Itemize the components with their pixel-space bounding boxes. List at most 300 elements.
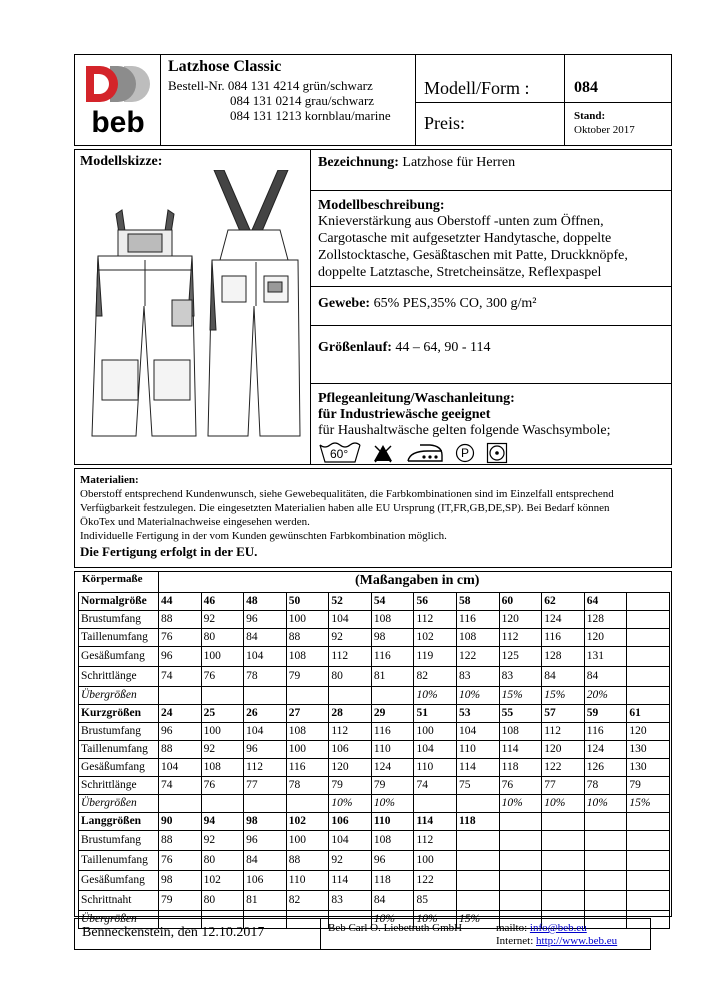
table-cell: 10% <box>584 795 627 813</box>
table-cell <box>159 795 202 813</box>
table-cell: 88 <box>159 831 202 851</box>
table-cell <box>542 831 585 851</box>
table-cell <box>542 813 585 831</box>
materials-line-5: Die Fertigung erfolgt in der EU. <box>80 544 258 559</box>
table-cell: 53 <box>457 705 500 723</box>
table-cell: 106 <box>329 813 372 831</box>
table-cell: 15% <box>542 687 585 705</box>
table-row-label: Langgrößen <box>79 813 159 831</box>
table-cell: 100 <box>414 851 457 871</box>
table-row <box>79 687 670 705</box>
table-cell: 130 <box>627 759 670 777</box>
table-cell: 104 <box>329 611 372 629</box>
gewebe <box>318 296 536 312</box>
table-cell: 61 <box>627 705 670 723</box>
table-cell <box>627 831 670 851</box>
table-cell <box>627 611 670 629</box>
table-cell: 92 <box>201 741 244 759</box>
table-cell <box>329 687 372 705</box>
table-cell: 108 <box>201 759 244 777</box>
bezeichnung-label: Bezeichnung: <box>318 155 399 170</box>
table-cell: 112 <box>499 629 542 647</box>
table-cell: 104 <box>244 723 287 741</box>
table-cell: 58 <box>457 593 500 611</box>
footer-mail-label: mailto: <box>496 922 528 934</box>
table-row-label: Übergrößen <box>79 795 159 813</box>
table-cell <box>201 687 244 705</box>
table-cell: 24 <box>159 705 202 723</box>
table-cell <box>159 687 202 705</box>
header-divider-logo <box>160 54 161 146</box>
table-cell <box>499 851 542 871</box>
table-cell <box>542 871 585 891</box>
overall-sketch <box>88 170 304 460</box>
table-cell: 88 <box>286 851 329 871</box>
stand-value: Oktober 2017 <box>574 124 635 136</box>
table-row-label: Taillenumfang <box>79 629 159 647</box>
table-cell: 60 <box>499 593 542 611</box>
table-cell: 82 <box>286 891 329 911</box>
table-cell: 52 <box>329 593 372 611</box>
size-table-title-divider <box>158 571 159 593</box>
table-cell <box>584 813 627 831</box>
pflege-line-2: für Haushaltwäsche gelten folgende Waschsymbole; <box>318 423 611 438</box>
table-cell: 10% <box>499 795 542 813</box>
table-cell: 118 <box>499 759 542 777</box>
materials-line-4: Individuelle Fertigung in der vom Kunden gewünschten Farbkombination möglich. <box>80 530 447 542</box>
table-cell: 108 <box>371 611 414 629</box>
beschreibung-line-2: Cargotasche mit aufgesetzter Handytasche, doppelte <box>318 231 612 246</box>
table-cell <box>244 795 287 813</box>
table-cell <box>286 687 329 705</box>
table-cell <box>499 871 542 891</box>
table-cell: 122 <box>542 759 585 777</box>
table-cell: 55 <box>499 705 542 723</box>
table-cell: 96 <box>244 831 287 851</box>
beschreibung-line-1: Knieverstärkung aus Oberstoff -unten zum Öffnen, <box>318 214 604 229</box>
table-cell: 51 <box>414 705 457 723</box>
table-cell: 88 <box>286 629 329 647</box>
table-cell: 80 <box>201 891 244 911</box>
table-cell: 79 <box>371 777 414 795</box>
table-cell: 116 <box>542 629 585 647</box>
table-cell <box>201 795 244 813</box>
table-row-label: Brustumfang <box>79 723 159 741</box>
table-cell <box>414 795 457 813</box>
table-cell: 98 <box>371 629 414 647</box>
table-cell: 92 <box>201 611 244 629</box>
table-cell: 64 <box>584 593 627 611</box>
table-cell: 125 <box>499 647 542 667</box>
table-cell <box>542 851 585 871</box>
table-cell: 44 <box>159 593 202 611</box>
table-row-label: Übergrößen <box>79 687 159 705</box>
table-cell: 96 <box>159 723 202 741</box>
iron-icon <box>402 443 444 468</box>
table-cell: 48 <box>244 593 287 611</box>
table-cell: 83 <box>329 891 372 911</box>
table-cell: 114 <box>329 871 372 891</box>
sketch-label: Modellskizze: <box>80 154 163 169</box>
table-cell: 114 <box>457 759 500 777</box>
table-row <box>79 777 670 795</box>
table-row <box>79 741 670 759</box>
table-cell <box>542 891 585 911</box>
table-cell: 56 <box>414 593 457 611</box>
size-table-title-label: Körpermaße <box>82 573 143 585</box>
bezeichnung <box>318 155 515 171</box>
table-cell: 126 <box>584 759 627 777</box>
footer-place-date: Benneckenstein, den 12.10.2017 <box>82 925 265 940</box>
table-cell: 102 <box>201 871 244 891</box>
table-cell: 94 <box>201 813 244 831</box>
table-row <box>79 667 670 687</box>
table-cell <box>627 593 670 611</box>
materials-label: Materialien: <box>80 474 139 486</box>
table-row-label: Gesäßumfang <box>79 647 159 667</box>
table-cell: 102 <box>286 813 329 831</box>
table-cell: 112 <box>542 723 585 741</box>
overall-sketch-image <box>88 170 304 460</box>
table-cell: 28 <box>329 705 372 723</box>
beschreibung-line-4: doppelte Latztasche, Stretcheinsätze, Reflexpaspel <box>318 265 602 280</box>
table-cell: 10% <box>414 911 457 929</box>
table-cell: 100 <box>414 723 457 741</box>
table-cell: 84 <box>244 851 287 871</box>
table-cell: 74 <box>414 777 457 795</box>
table-cell <box>457 795 500 813</box>
table-cell: 104 <box>159 759 202 777</box>
pflege-line-1: für Industriewäsche geeignet <box>318 407 491 422</box>
table-cell <box>627 629 670 647</box>
table-row <box>79 831 670 851</box>
table-cell: 110 <box>286 871 329 891</box>
table-cell: 81 <box>244 891 287 911</box>
table-cell: 104 <box>244 647 287 667</box>
table-cell: 29 <box>371 705 414 723</box>
table-cell: 84 <box>584 667 627 687</box>
table-cell: 114 <box>499 741 542 759</box>
table-cell: 108 <box>286 647 329 667</box>
footer-mail-link[interactable]: info@beb.eu <box>529 922 587 934</box>
table-cell: 128 <box>542 647 585 667</box>
table-cell: 100 <box>201 723 244 741</box>
table-cell: 108 <box>499 723 542 741</box>
table-row-label: Schrittlänge <box>79 667 159 687</box>
table-cell: 84 <box>244 629 287 647</box>
footer-mail <box>496 922 587 934</box>
table-cell <box>584 851 627 871</box>
table-cell <box>457 871 500 891</box>
gewebe-value: 65% PES,35% CO, 300 g/m² <box>373 296 537 311</box>
order-number-1: Bestell-Nr. 084 131 4214 grün/schwarz <box>168 78 373 93</box>
table-cell <box>584 871 627 891</box>
table-cell: 114 <box>414 813 457 831</box>
table-row-label: Taillenumfang <box>79 851 159 871</box>
table-row-label: Brustumfang <box>79 831 159 851</box>
table-cell <box>627 871 670 891</box>
table-cell: 116 <box>286 759 329 777</box>
table-cell: 79 <box>329 777 372 795</box>
table-cell <box>627 891 670 911</box>
table-cell: 78 <box>584 777 627 795</box>
table-cell: 85 <box>414 891 457 911</box>
table-cell: 116 <box>371 647 414 667</box>
table-cell: 15% <box>457 911 500 929</box>
table-cell: 80 <box>201 629 244 647</box>
table-cell: 124 <box>371 759 414 777</box>
table-cell: 116 <box>457 611 500 629</box>
table-cell: 76 <box>159 851 202 871</box>
table-cell: 90 <box>159 813 202 831</box>
table-cell: 104 <box>457 723 500 741</box>
materials-line-2: Verfügbarkeit festzulegen. Die eingesetzten Materialien haben alle EU Ursprung (IT,FR,GB,DE,SP). Bei Bedarf können <box>80 502 610 514</box>
table-cell: 10% <box>371 911 414 929</box>
table-cell: 77 <box>542 777 585 795</box>
table-cell: 120 <box>627 723 670 741</box>
table-cell: 57 <box>542 705 585 723</box>
table-cell: 100 <box>286 831 329 851</box>
table-cell: 83 <box>457 667 500 687</box>
table-cell: 118 <box>457 813 500 831</box>
bleach-icon <box>372 443 394 468</box>
gewebe-label: Gewebe: <box>318 296 371 311</box>
table-cell: 10% <box>329 795 372 813</box>
table-cell <box>499 813 542 831</box>
groessenlauf <box>318 340 491 356</box>
table-cell <box>627 687 670 705</box>
table-cell: 77 <box>244 777 287 795</box>
table-cell <box>371 687 414 705</box>
model-value: 084 <box>574 79 598 96</box>
table-cell <box>457 831 500 851</box>
logo-text: beb <box>91 106 145 139</box>
table-cell: 92 <box>329 629 372 647</box>
tumble-dry-icon <box>486 442 508 469</box>
table-cell: 81 <box>371 667 414 687</box>
table-cell: 27 <box>286 705 329 723</box>
table-cell: 76 <box>499 777 542 795</box>
details-line-4 <box>310 383 672 384</box>
table-cell: 120 <box>499 611 542 629</box>
table-cell: 84 <box>542 667 585 687</box>
table-cell: 98 <box>244 813 287 831</box>
table-cell: 78 <box>286 777 329 795</box>
table-cell: 88 <box>159 611 202 629</box>
table-cell: 122 <box>414 871 457 891</box>
wash-60-icon <box>318 442 362 464</box>
product-title: Latzhose Classic <box>168 58 282 75</box>
table-cell <box>627 647 670 667</box>
materials-line-1: Oberstoff entsprechend Kundenwunsch, siehe Gewebequalitäten, die Farbkombinationen sind im Einzelfall entsprechend <box>80 488 614 500</box>
groessen-value: 44 – 64, 90 - 114 <box>395 340 491 355</box>
table-cell: 79 <box>286 667 329 687</box>
table-cell: 106 <box>329 741 372 759</box>
table-cell: 92 <box>329 851 372 871</box>
size-table-title: (Maßangaben in cm) <box>355 573 480 588</box>
table-cell: 112 <box>414 611 457 629</box>
details-line-3 <box>310 325 672 326</box>
table-cell: 100 <box>286 611 329 629</box>
header-divider-price <box>415 102 672 103</box>
order-number-3: 084 131 1213 kornblau/marine <box>230 108 391 123</box>
table-row <box>79 611 670 629</box>
table-cell: 110 <box>371 741 414 759</box>
dry-clean-icon <box>455 443 475 463</box>
table-cell: 79 <box>627 777 670 795</box>
footer-company: Beb Carl O. Liebetruth GmbH <box>328 922 463 934</box>
table-cell: 46 <box>201 593 244 611</box>
table-cell <box>457 891 500 911</box>
table-cell: 110 <box>457 741 500 759</box>
wash-temp: 60° <box>330 447 349 461</box>
table-cell: 80 <box>201 851 244 871</box>
table-cell: 96 <box>244 741 287 759</box>
footer-web <box>496 935 617 947</box>
table-cell: 130 <box>627 741 670 759</box>
order-number-2: 084 131 0214 grau/schwarz <box>230 93 375 108</box>
table-cell: 96 <box>159 647 202 667</box>
table-row <box>79 871 670 891</box>
table-row-label: Gesäßumfang <box>79 759 159 777</box>
table-row <box>79 813 670 831</box>
table-cell: 84 <box>371 891 414 911</box>
table-row-label: Gesäßumfang <box>79 871 159 891</box>
table-cell: 59 <box>584 705 627 723</box>
table-cell: 110 <box>414 759 457 777</box>
table-cell <box>499 891 542 911</box>
table-cell: 62 <box>542 593 585 611</box>
table-cell <box>286 795 329 813</box>
table-cell <box>584 891 627 911</box>
table-row-label: Schrittlänge <box>79 777 159 795</box>
table-cell: 74 <box>159 777 202 795</box>
bezeichnung-value: Latzhose für Herren <box>402 155 516 170</box>
table-cell <box>584 831 627 851</box>
table-cell: 76 <box>201 667 244 687</box>
table-cell: 25 <box>201 705 244 723</box>
table-cell <box>627 813 670 831</box>
table-cell: 76 <box>159 629 202 647</box>
table-cell: 120 <box>584 629 627 647</box>
table-cell <box>627 667 670 687</box>
table-row <box>79 723 670 741</box>
details-line-2 <box>310 286 672 287</box>
table-cell: 131 <box>584 647 627 667</box>
table-cell: 112 <box>414 831 457 851</box>
footer-divider <box>320 918 321 950</box>
table-row-label: Brustumfang <box>79 611 159 629</box>
table-cell: 50 <box>286 593 329 611</box>
header-divider-value <box>564 54 565 146</box>
model-label: Modell/Form : <box>424 78 530 98</box>
table-cell: 122 <box>457 647 500 667</box>
groessen-label: Größenlauf: <box>318 340 392 355</box>
table-cell: 120 <box>542 741 585 759</box>
table-cell: 88 <box>159 741 202 759</box>
table-cell: 75 <box>457 777 500 795</box>
table-cell: 74 <box>159 667 202 687</box>
table-cell: 82 <box>414 667 457 687</box>
table-cell: 20% <box>584 687 627 705</box>
table-cell: 104 <box>329 831 372 851</box>
table-cell: 119 <box>414 647 457 667</box>
pflege-label: Pflegeanleitung/Waschanleitung: <box>318 391 515 406</box>
table-cell: 15% <box>627 795 670 813</box>
stand-label: Stand: <box>574 110 606 122</box>
table-cell: 108 <box>371 831 414 851</box>
table-cell: 54 <box>371 593 414 611</box>
table-cell <box>244 687 287 705</box>
table-cell: 10% <box>457 687 500 705</box>
table-row <box>79 795 670 813</box>
price-label: Preis: <box>424 113 466 133</box>
table-row-label: Übergrößen <box>79 911 159 929</box>
table-row-label: Taillenumfang <box>79 741 159 759</box>
footer-web-label: Internet: <box>496 935 534 947</box>
table-row <box>79 705 670 723</box>
table-row <box>79 891 670 911</box>
table-row <box>79 851 670 871</box>
beschreibung-label: Modellbeschreibung: <box>318 198 445 213</box>
table-row-label: Kurzgrößen <box>79 705 159 723</box>
table-cell: 112 <box>329 723 372 741</box>
size-table <box>78 592 670 929</box>
table-row <box>79 759 670 777</box>
table-cell: 104 <box>414 741 457 759</box>
table-row <box>79 593 670 611</box>
beschreibung-line-3: Zollstocktasche, Gesäßtaschen mit Patte, Druckknöpfe, <box>318 248 628 263</box>
table-cell: 15% <box>499 687 542 705</box>
dry-clean-letter: P <box>461 446 470 460</box>
table-cell: 78 <box>244 667 287 687</box>
table-cell <box>627 851 670 871</box>
beb-logo <box>80 58 156 142</box>
table-cell: 96 <box>371 851 414 871</box>
table-cell: 92 <box>201 831 244 851</box>
table-cell: 116 <box>584 723 627 741</box>
table-row-label: Normalgröße <box>79 593 159 611</box>
table-cell: 26 <box>244 705 287 723</box>
table-cell <box>499 831 542 851</box>
table-row-label: Schrittnaht <box>79 891 159 911</box>
table-cell: 110 <box>371 813 414 831</box>
table-cell <box>457 851 500 871</box>
table-cell: 100 <box>201 647 244 667</box>
table-cell: 112 <box>244 759 287 777</box>
table-cell: 116 <box>371 723 414 741</box>
table-cell: 112 <box>329 647 372 667</box>
table-row <box>79 629 670 647</box>
table-cell: 10% <box>414 687 457 705</box>
table-cell: 108 <box>457 629 500 647</box>
table-cell: 120 <box>329 759 372 777</box>
table-cell: 124 <box>542 611 585 629</box>
table-cell: 118 <box>371 871 414 891</box>
table-cell: 100 <box>286 741 329 759</box>
table-cell: 106 <box>244 871 287 891</box>
table-cell: 80 <box>329 667 372 687</box>
table-cell: 83 <box>499 667 542 687</box>
table-cell: 10% <box>542 795 585 813</box>
table-cell: 76 <box>201 777 244 795</box>
footer-web-link[interactable]: http://www.beb.eu <box>536 935 618 947</box>
table-cell: 102 <box>414 629 457 647</box>
table-cell: 10% <box>371 795 414 813</box>
header-divider-model <box>415 54 416 146</box>
table-cell: 128 <box>584 611 627 629</box>
table-cell: 96 <box>244 611 287 629</box>
